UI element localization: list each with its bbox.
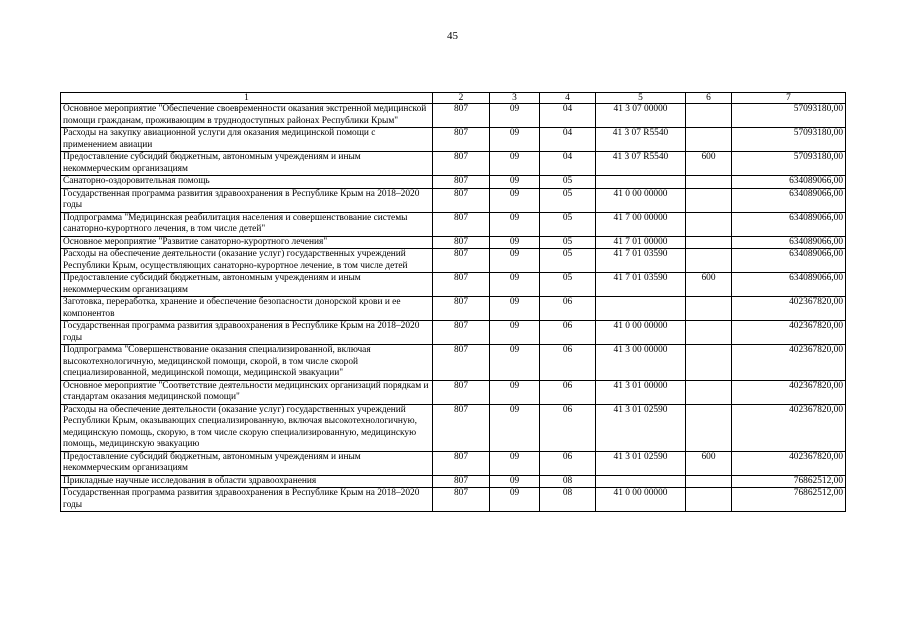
row-sum: 634089066,00 [732,188,846,212]
row-sum: 634089066,00 [732,176,846,189]
row-name: Санаторно-оздоровительная помощь [61,176,433,189]
row-name: Государственная программа развития здравоохранения в Республике Крым на 2018–2020 годы [61,321,433,345]
row-subsection: 05 [540,249,596,273]
row-expense-type [686,236,732,249]
row-expense-type [686,475,732,488]
table-row [61,488,846,512]
row-grbs: 807 [433,249,490,273]
row-target-article: 41 3 01 02590 [596,404,686,451]
row-sum: 634089066,00 [732,273,846,297]
table-header-row [61,93,846,104]
page-number: 45 [447,30,458,42]
row-subsection: 06 [540,321,596,345]
row-target-article: 41 7 01 03590 [596,273,686,297]
row-expense-type [686,297,732,321]
row-expense-type: 600 [686,273,732,297]
row-name: Государственная программа развития здравоохранения в Республике Крым на 2018–2020 годы [61,488,433,512]
row-expense-type: 600 [686,152,732,176]
row-grbs: 807 [433,188,490,212]
row-grbs: 807 [433,488,490,512]
row-grbs: 807 [433,104,490,128]
table-row [61,212,846,236]
row-target-article: 41 0 00 00000 [596,488,686,512]
row-grbs: 807 [433,475,490,488]
table-row [61,345,846,381]
row-section: 09 [490,236,540,249]
row-expense-type [686,212,732,236]
row-target-article: 41 0 00 00000 [596,321,686,345]
row-section: 09 [490,128,540,152]
row-name: Расходы на обеспечение деятельности (оказание услуг) государственных учреждений Республики Крым, осуществляющих санаторно-курортное лечение, в том числе детей [61,249,433,273]
row-target-article: 41 0 00 00000 [596,188,686,212]
table-row [61,249,846,273]
row-expense-type [686,345,732,381]
row-section: 09 [490,273,540,297]
row-grbs: 807 [433,152,490,176]
row-sum: 634089066,00 [732,212,846,236]
row-sum: 634089066,00 [732,249,846,273]
row-subsection: 05 [540,188,596,212]
row-name: Прикладные научные исследования в области здравоохранения [61,475,433,488]
row-expense-type [686,321,732,345]
row-grbs: 807 [433,321,490,345]
row-name: Предоставление субсидий бюджетным, автономным учреждениям и иным некоммерческим организациям [61,152,433,176]
row-section: 09 [490,345,540,381]
row-grbs: 807 [433,380,490,404]
table-row [61,297,846,321]
budget-table [60,92,846,512]
row-expense-type: 600 [686,451,732,475]
row-target-article: 41 3 00 00000 [596,345,686,381]
header-col-5: 5 [596,93,686,104]
header-col-2: 2 [433,93,490,104]
row-target-article: 41 3 07 R5540 [596,152,686,176]
row-grbs: 807 [433,176,490,189]
header-col-6: 6 [686,93,732,104]
row-sum: 402367820,00 [732,451,846,475]
row-section: 09 [490,321,540,345]
row-sum: 402367820,00 [732,321,846,345]
row-expense-type [686,188,732,212]
table-row [61,475,846,488]
row-subsection: 05 [540,176,596,189]
row-target-article: 41 7 01 03590 [596,249,686,273]
row-section: 09 [490,404,540,451]
table-row [61,380,846,404]
row-subsection: 06 [540,345,596,381]
row-target-article: 41 3 01 00000 [596,380,686,404]
row-name: Государственная программа развития здравоохранения в Республике Крым на 2018–2020 годы [61,188,433,212]
row-section: 09 [490,212,540,236]
row-section: 09 [490,451,540,475]
row-section: 09 [490,297,540,321]
row-sum: 76862512,00 [732,488,846,512]
row-name: Расходы на закупку авиационной услуги для оказания медицинской помощи с применением авиации [61,128,433,152]
row-subsection: 06 [540,404,596,451]
row-grbs: 807 [433,404,490,451]
table-row [61,321,846,345]
table-row [61,152,846,176]
row-target-article: 41 3 01 02590 [596,451,686,475]
header-col-3: 3 [490,93,540,104]
row-section: 09 [490,475,540,488]
row-section: 09 [490,249,540,273]
header-col-7: 7 [732,93,846,104]
row-target-article: 41 3 07 R5540 [596,128,686,152]
row-subsection: 06 [540,451,596,475]
table-row [61,273,846,297]
row-target-article: 41 3 07 00000 [596,104,686,128]
row-grbs: 807 [433,236,490,249]
row-section: 09 [490,152,540,176]
row-subsection: 06 [540,380,596,404]
row-section: 09 [490,488,540,512]
row-target-article [596,176,686,189]
row-sum: 634089066,00 [732,236,846,249]
row-subsection: 04 [540,152,596,176]
row-subsection: 05 [540,212,596,236]
row-grbs: 807 [433,212,490,236]
table-row [61,104,846,128]
row-name: Основное мероприятие "Обеспечение своевременности оказания экстренной медицинской помощи гражданам, проживающим в труднодоступных районах Республики Крым" [61,104,433,128]
row-section: 09 [490,104,540,128]
row-expense-type [686,380,732,404]
row-expense-type [686,176,732,189]
row-name: Предоставление субсидий бюджетным, автономным учреждениям и иным некоммерческим организациям [61,451,433,475]
table-row [61,128,846,152]
row-subsection: 04 [540,128,596,152]
row-subsection: 05 [540,273,596,297]
row-target-article: 41 7 00 00000 [596,212,686,236]
row-subsection: 04 [540,104,596,128]
row-expense-type [686,404,732,451]
row-name: Заготовка, переработка, хранение и обеспечение безопасности донорской крови и ее компонентов [61,297,433,321]
row-section: 09 [490,176,540,189]
row-section: 09 [490,188,540,212]
table-row [61,176,846,189]
row-expense-type [686,104,732,128]
row-expense-type [686,128,732,152]
table-row [61,451,846,475]
row-subsection: 08 [540,475,596,488]
row-sum: 402367820,00 [732,345,846,381]
table-row [61,236,846,249]
row-name: Основное мероприятие "Соответствие деятельности медицинских организаций порядкам и стандартам оказания медицинской помощи" [61,380,433,404]
row-grbs: 807 [433,297,490,321]
row-subsection: 05 [540,236,596,249]
row-name: Подпрограмма "Медицинская реабилитация населения и совершенствование системы санаторно-курортного лечения, в том числе детей" [61,212,433,236]
row-grbs: 807 [433,345,490,381]
row-name: Подпрограмма "Совершенствование оказания специализированной, включая высокотехнологичную, медицинской помощи, скорой, в том числе скорой специализированной, медицинской помощи, медицинской эвакуации" [61,345,433,381]
row-target-article: 41 7 01 00000 [596,236,686,249]
row-expense-type [686,249,732,273]
row-subsection: 06 [540,297,596,321]
row-target-article [596,475,686,488]
row-name: Предоставление субсидий бюджетным, автономным учреждениям и иным некоммерческим организациям [61,273,433,297]
row-sum: 57093180,00 [732,128,846,152]
row-section: 09 [490,380,540,404]
row-expense-type [686,488,732,512]
row-subsection: 08 [540,488,596,512]
row-sum: 57093180,00 [732,152,846,176]
row-target-article [596,297,686,321]
row-sum: 402367820,00 [732,297,846,321]
row-sum: 402367820,00 [732,404,846,451]
row-grbs: 807 [433,128,490,152]
row-sum: 76862512,00 [732,475,846,488]
header-col-4: 4 [540,93,596,104]
row-grbs: 807 [433,273,490,297]
table-row [61,404,846,451]
table-row [61,188,846,212]
row-name: Основное мероприятие "Развитие санаторно-курортного лечения" [61,236,433,249]
row-name: Расходы на обеспечение деятельности (оказание услуг) государственных учреждений Республики Крым, оказывающих специализированную, включая высокотехнологичную, медицинскую помощь, скорую, в том числе скорую специализированную, медицинскую помощь, медицинскую эвакуацию [61,404,433,451]
row-grbs: 807 [433,451,490,475]
row-sum: 402367820,00 [732,380,846,404]
row-sum: 57093180,00 [732,104,846,128]
header-col-1: 1 [61,93,433,104]
